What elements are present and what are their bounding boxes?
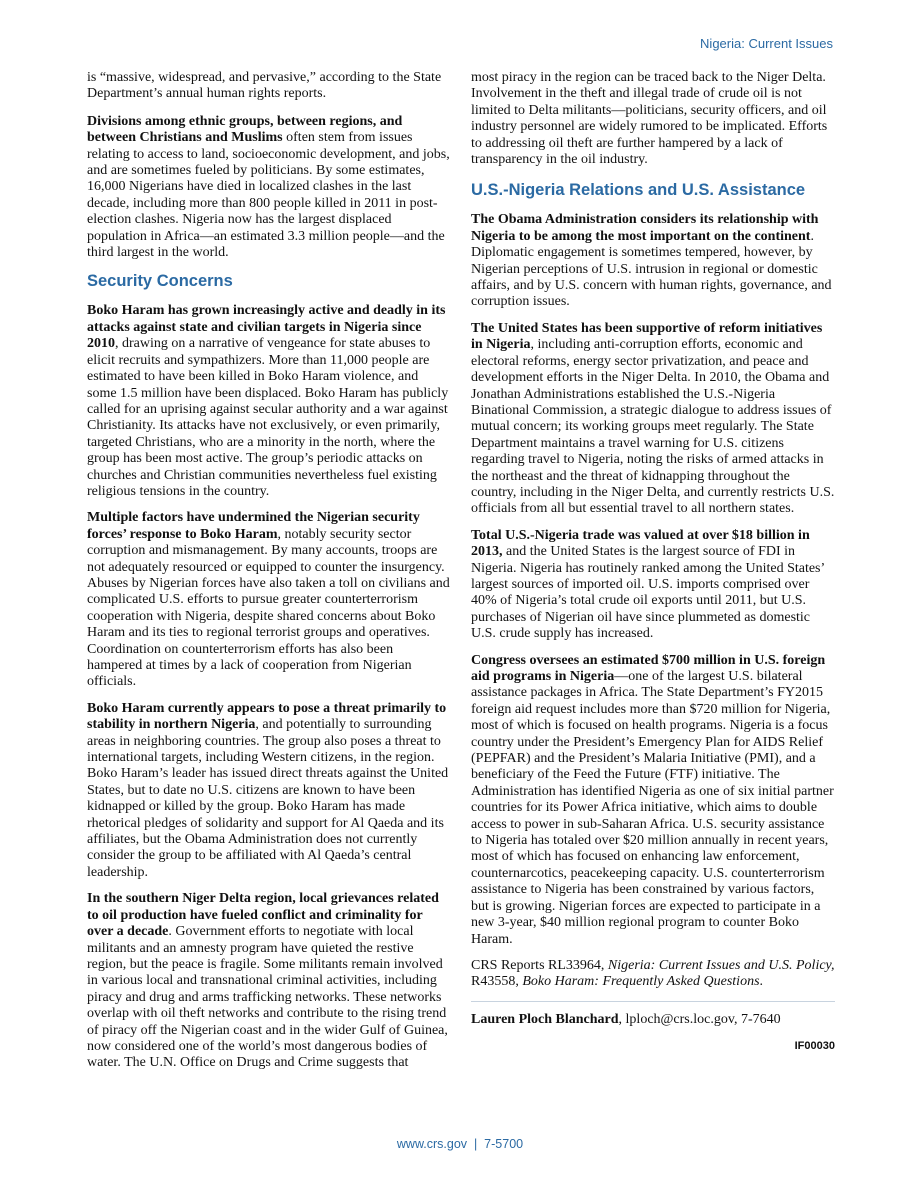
paragraph-lead: Total U.S.-Nigeria trade was valued at over $18 billion in 2013,	[471, 527, 810, 560]
paragraph-lead: Boko Haram has grown increasingly active and deadly in its attacks against state and civilian targets in Nigeria since 2010	[87, 303, 446, 352]
paragraph	[87, 510, 450, 690]
paragraph: most piracy in the region can be traced back to the Niger Delta. Involvement in the theft and illegal trade of crude oil is not limited to Delta militants—politicians, security officers, and oil industry personnel are widely rumored to be implicated. Efforts to addressing oil theft are further hampered by a lack of transparency in the oil industry.	[471, 70, 828, 168]
paragraph-text: , notably security sector corruption and mismanagement. By many accounts, troops are not adequately resourced or equipped to counter the insurgency. Abuses by Nigerian forces have also taken a toll on civilians and complicated U.S. efforts to pursue greater counterterrorism cooperation with Nigeria, despite shared concerns about Boko Haram and its ties to regional terrorist groups and operatives. Coordination on counterterrorism efforts has also been hampered at times by a lack of cooperation from Nigerian officials.	[87, 526, 450, 690]
paragraph-text: often stem from issues relating to access to land, socioeconomic development, and jobs, and are sometimes fueled by politicians. By some estimates, 16,000 Nigerians have died in localized clashes in the last decade, including more than 800 people killed in 2011 in post-election clashes. Nigeria now has the largest displaced population in Africa—an estimated 3.3 million people—and the third largest in the world.	[87, 130, 450, 261]
paragraph-lead: Congress oversees an estimated $700 million in U.S. foreign aid programs in Nigeria	[471, 652, 826, 684]
paragraph-lead: Boko Haram currently appears to pose a threat primarily to stability in northern Nigeria	[87, 700, 447, 733]
divider	[471, 1001, 835, 1002]
author-name: Lauren Ploch Blanchard	[471, 1011, 619, 1027]
paragraph-text: . Diplomatic engagement is sometimes tempered, however, by Nigerian perceptions of U.S. intrusion in regional or domestic affairs, and by U.S. concern with human rights, governance, and corruption issues.	[471, 228, 832, 310]
reference-text: .	[759, 974, 764, 990]
paragraph	[471, 528, 835, 643]
paragraph	[87, 114, 450, 262]
section-heading-security: Security Concerns	[87, 272, 233, 291]
left-column	[87, 70, 450, 1082]
running-header: Nigeria: Current Issues	[700, 36, 833, 51]
paragraph-text: —one of the largest U.S. bilateral assistance packages in Africa. The State Department’s FY2015 foreign aid request includes more than $720 million for Nigeria, most of which is focused on health programs. Nigeria is a focus country under the President’s Emergency Plan for AIDS Relief (PEPFAR) and the President’s Malaria Initiative (PMI), and a beneficiary of the Feed the Future (FTF) initiative. The Administration has identified Nigeria as one of six initial partner countries for its Power Africa initiative, which aims to double access to power in sub-Saharan Africa. U.S. security assistance to Nigeria has totaled over $20 million annually in recent years, most of which has focused on enhancing law enforcement, counternarcotics, peacekeeping capacity. U.S. counterterrorism assistance to Nigeria has been constrained by various factors, but is growing. Nigerian forces are expected to participate in a new 3-year, $40 million regional program to counter Boko Haram.	[471, 669, 834, 947]
footer-text[interactable]: www.crs.gov | 7-5700	[396, 1137, 524, 1151]
paragraph-text: and the United States is the largest source of FDI in Nigeria. Nigeria has routinely ranked among the United States’ largest sources of imported oil. U.S. imports comprised over 40% of Nigeria’s total crude oil exports until 2011, but U.S. purchases of Nigerian oil have since plummeted as domestic U.S. crude supply has increased.	[471, 544, 825, 642]
reference-text: R43558,	[471, 974, 523, 990]
document-code: IF00030	[794, 1040, 835, 1053]
paragraph	[87, 303, 450, 500]
author-contact[interactable]: , lploch@crs.loc.gov, 7-7640	[618, 1011, 781, 1027]
paragraph	[471, 321, 835, 518]
author-line	[471, 1012, 835, 1028]
paragraph-lead: The United States has been supportive of reform initiatives in Nigeria	[471, 320, 823, 353]
paragraph	[471, 212, 835, 310]
paragraph	[471, 653, 835, 948]
right-column	[471, 70, 835, 1055]
paragraph-text: , drawing on a narrative of vengeance for state abuses to elicit recruits and sympathizers. More than 11,000 people are estimated to have been killed in Boko Haram violence, and some 1.5 million have been displaced. Boko Haram has publicly called for an uprising against secular authority and a war against Christianity. Its attacks have not exclusively, or even primarily, targeted Christians, who are a minority in the north, where the group has been most active. The group’s periodic attacks on churches and Christian communities nevertheless fuel existing religious tensions in the country.	[87, 336, 449, 499]
report-title-link[interactable]: Nigeria: Current Issues and U.S. Policy,	[607, 957, 835, 973]
paragraph	[87, 701, 450, 881]
paragraph-lead: The Obama Administration considers its relationship with Nigeria to be among the most important on the continent	[471, 212, 819, 244]
paragraph-lead: In the southern Niger Delta region, local grievances related to oil production have fueled conflict and criminality for over a decade	[87, 891, 439, 940]
paragraph	[87, 891, 450, 1071]
section-heading-relations: U.S.-Nigeria Relations and U.S. Assistance	[471, 181, 806, 200]
footer	[0, 1137, 920, 1151]
paragraph: is “massive, widespread, and pervasive,” according to the State Department’s annual human rights reports.	[87, 70, 442, 102]
reference-text: CRS Reports RL33964,	[471, 957, 608, 973]
paragraph-text: , and potentially to surrounding areas in neighboring countries. The group also poses a threat to international targets, including Western citizens, in the region. Boko Haram’s leader has issued direct threats against the United States, but to date no U.S. citizens are known to have been kidnapped or killed by the group. Boko Haram has made rhetorical pledges of solidarity and support for Al Qaeda and its affiliates, but the Obama Administration does not currently consider the group to be affiliated with Al Qaeda’s central leadership.	[87, 717, 449, 880]
paragraph-lead: Multiple factors have undermined the Nigerian security forces’ response to Boko Haram	[87, 510, 420, 542]
crs-reports-reference	[471, 958, 835, 991]
paragraph-text: , including anti-corruption efforts, economic and electoral reforms, energy sector privatization, and peace and development efforts in the Niger Delta. In 2010, the Obama and Jonathan Administrations established the U.S.-Nigeria Binational Commission, a strategic dialogue to address issues of mutual concern; its working groups meet regularly. The State Department maintains a travel warning for U.S. citizens regarding travel to Nigeria, noting the risks of armed attacks in the northeast and the threat of kidnapping throughout the country, including in the Niger Delta, and currently restricts U.S. officials from all but essential travel to all northern states.	[471, 337, 835, 517]
report-title-link[interactable]: Boko Haram: Frequently Asked Questions	[522, 974, 760, 990]
paragraph-text: . Government efforts to negotiate with local militants and an amnesty program have quieted the restive region, but the peace is fragile. Some militants remain involved in various local and transnational criminal activities, including piracy and drug and arms trafficking networks. These networks overlap with oil theft networks and contribute to the rising trend of piracy off the Nigerian coast and in the wider Gulf of Guinea, now considered one of the world’s most dangerous bodies of water. The U.N. Office on Drugs and Crime suggests that	[87, 924, 448, 1071]
paragraph-lead: Divisions among ethnic groups, between regions, and between Christians and Muslims	[87, 113, 403, 146]
